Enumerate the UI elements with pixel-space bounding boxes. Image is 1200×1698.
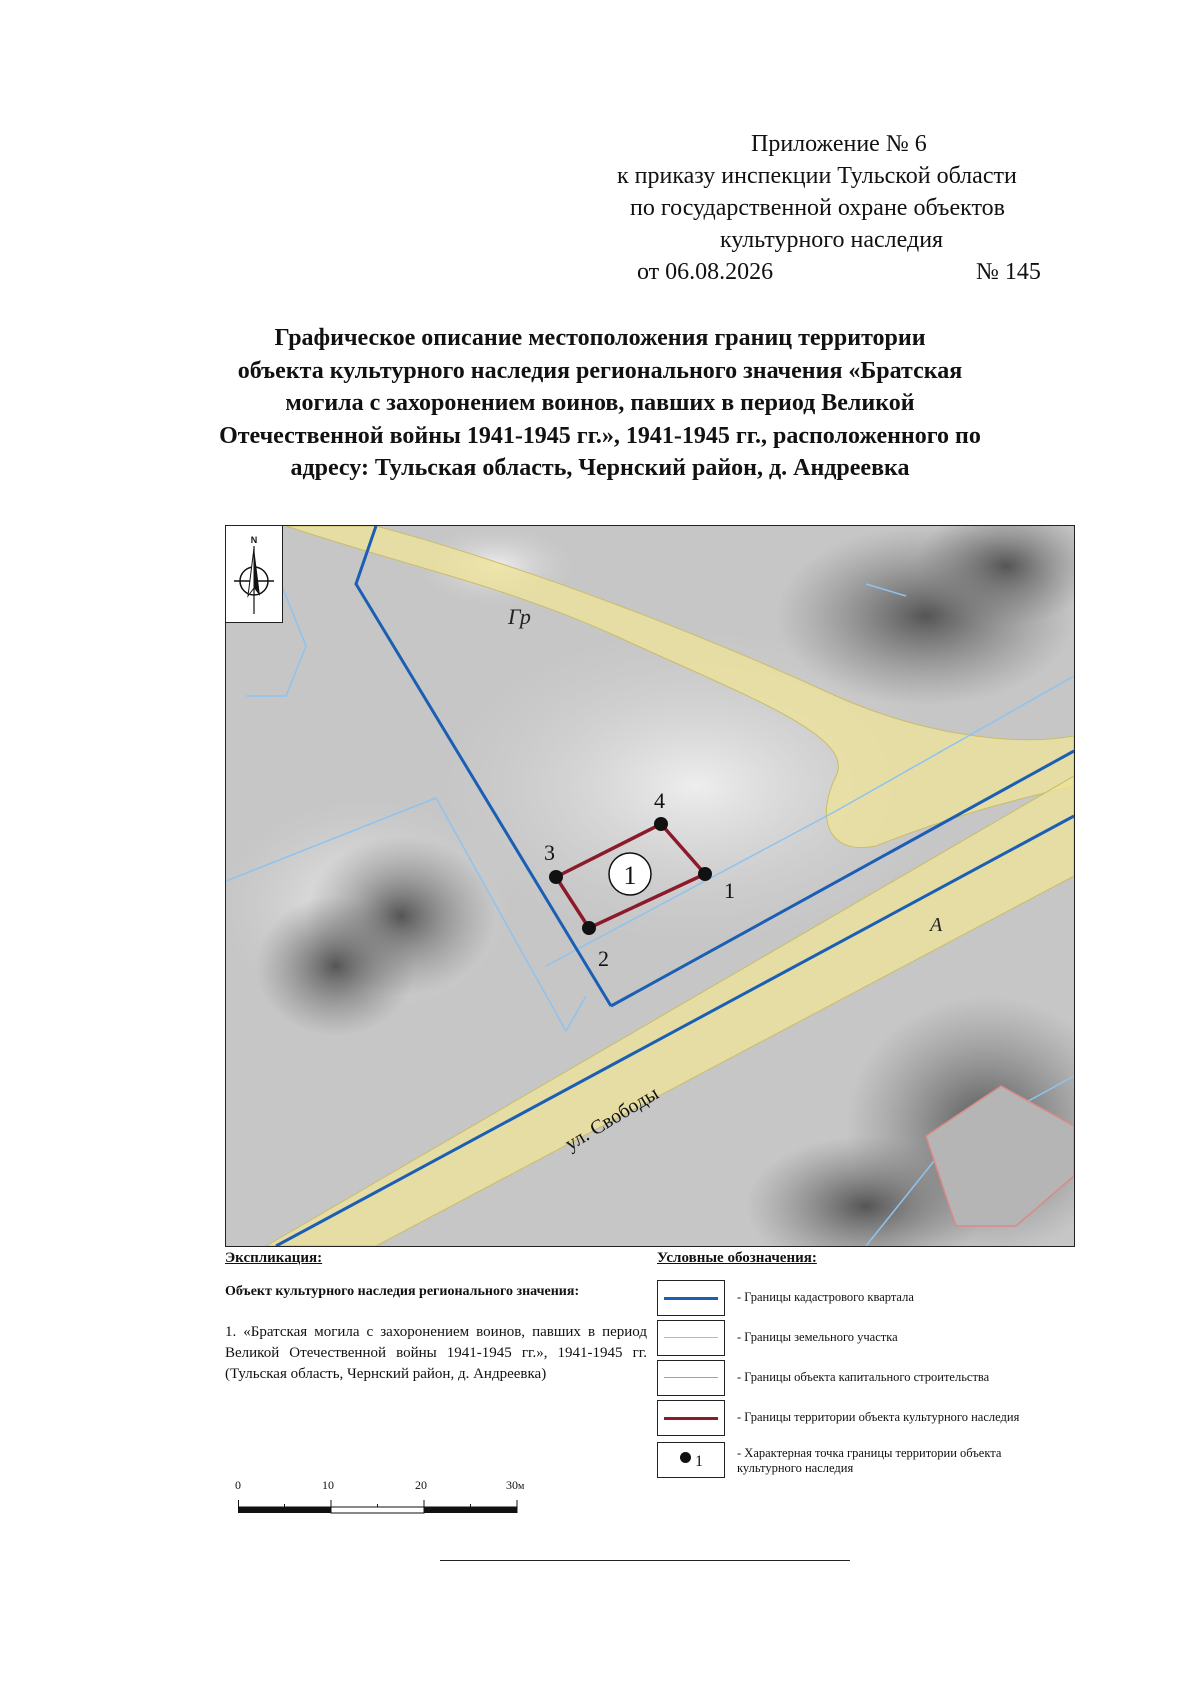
point-label-2: 2 [598,946,609,971]
legend-swatch-capital-building [657,1360,725,1396]
order-reference: к приказу инспекции Тульской области [617,163,1017,189]
appendix-number: Приложение № 6 [751,131,927,157]
boundary-point-2 [582,921,596,935]
road-label-gr: Гр [508,604,531,629]
scale-label-10: 10 [322,1478,334,1492]
scale-label-30 [506,1478,524,1493]
order-date: от 06.08.2026 [637,259,774,285]
road-label-a: А [930,914,943,936]
scale-label-0: 0 [235,1478,241,1492]
point-label-4: 4 [654,788,665,813]
point-dot-icon [680,1452,691,1463]
legend-label-capital-building: - Границы объекта капитального строительства [737,1370,990,1384]
boundary-point-3 [549,870,563,884]
legend-label-land-plot: - Границы земельного участка [737,1330,898,1344]
street-label: ул. Свободы [561,1082,663,1156]
tree-canopy [256,896,416,1036]
legend-swatch-boundary-point [657,1442,725,1478]
object-number: 1 [623,861,637,890]
title-line: адресу: Тульская область, Чернский район, д. Андреевка [290,455,910,481]
title-line: могила с захоронением воинов, павших в период Великой [285,390,915,416]
legend-label-cadastral: - Границы кадастрового квартала [737,1290,914,1304]
scale-label-20: 20 [415,1478,427,1492]
boundary-point-4 [654,817,668,831]
point-label-1: 1 [724,878,735,903]
document-end-rule [440,1560,850,1561]
title-line: Графическое описание местоположения границ территории [274,325,926,351]
legend-label-boundary-point: - Характерная точка границы территории объекта культурного наследия [737,1446,1002,1475]
order-reference-line3: по государственной охране объектов [630,195,1005,221]
point-label-3: 3 [544,840,555,865]
scale-unit: м [518,1481,525,1492]
boundary-point-1 [698,867,712,881]
legend-swatch-cadastral [657,1280,725,1316]
title-line: объекта культурного наследия регионального значения «Братская [237,357,963,384]
legend-label-heritage-territory: - Границы территории объекта культурного наследия [737,1410,1020,1424]
order-number: № 145 [976,259,1041,285]
legend-swatch-heritage-territory [657,1400,725,1436]
north-arrow-icon [226,526,282,622]
scale-label-30-value: 30 [506,1478,518,1492]
document-title [150,322,1050,485]
explication-heading: Экспликация: [225,1250,323,1266]
order-reference-line4: культурного наследия [720,227,944,253]
north-arrow-box [226,526,283,623]
explication-object-type: Объект культурного наследия регионального значения: [225,1284,580,1299]
legend-swatch-land-plot [657,1320,725,1356]
map-canvas [226,526,1074,1246]
scale-bar [238,1500,518,1514]
legend-heading: Условные обозначения: [657,1250,817,1266]
site-map [225,525,1075,1247]
legend-point-number: 1 [695,1453,703,1470]
title-line: Отечественной войны 1941-1945 гг.», 1941-1945 гг., расположенного по [219,422,981,449]
north-letter: N [250,535,258,545]
explication-item: 1. «Братская могила с захоронением воинов, павших в период Великой Отечественной войны 1941-1945 гг.», 1941-1945 гг. (Тульская область, Чернский район, д. Андреевка) [225,1324,647,1382]
